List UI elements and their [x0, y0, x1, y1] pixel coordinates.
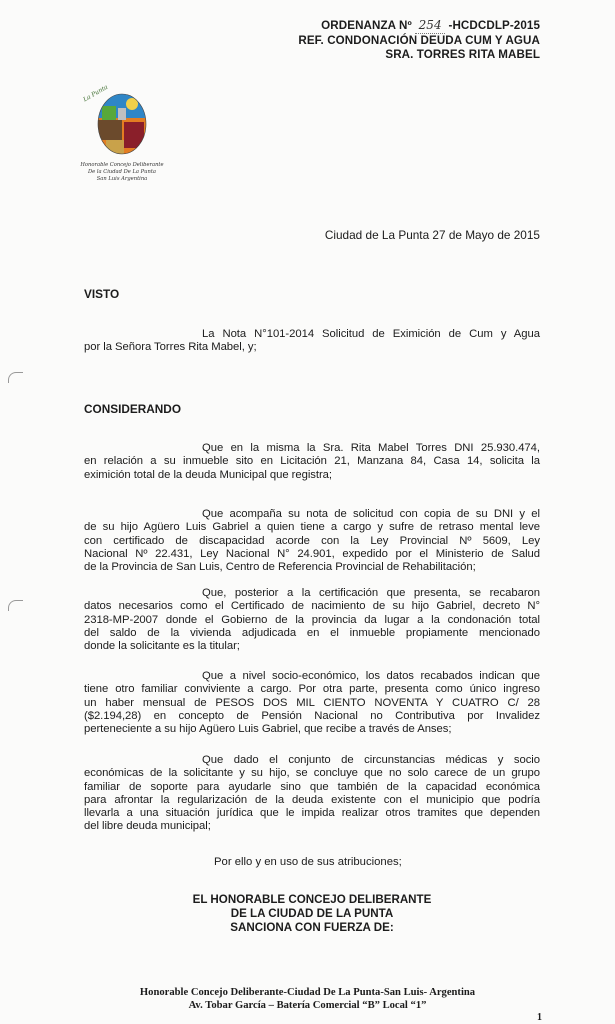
paragraph-line: por la Señora Torres Rita Mabel, y;: [84, 341, 257, 354]
paragraph-line: con certificado de discapacidad acorde con la Ley Provincial Nº 5609, Ley: [84, 534, 540, 547]
paragraph-line: tiene otro familiar conviviente a cargo. Por otra parte, presenta como único ingreso: [84, 683, 540, 696]
paragraph-line: de la Provincia de San Luis, Centro de Referencia Provincial de Rehabilitación;: [84, 561, 476, 574]
ordinance-number: 254: [415, 18, 445, 34]
visto-heading: VISTO: [84, 287, 120, 301]
enactment-block: [84, 893, 540, 935]
ordinance-heading: [298, 18, 540, 63]
enactment-line: EL HONORABLE CONCEJO DELIBERANTE: [192, 893, 432, 906]
closing-statement: Por ello y en uso de sus atribuciones;: [214, 856, 402, 868]
logo-caption-line: De la Ciudad De La Punta: [87, 168, 157, 175]
paragraph-line: Que dado el conjunto de circunstancias médicas y socio: [202, 754, 540, 766]
footer-line: Av. Tobar García – Batería Comercial “B” Local “1”: [188, 1000, 427, 1011]
logo-caption-line: San Luis Argentina: [96, 175, 148, 182]
paragraph-line: donde la solicitante es la titular;: [84, 640, 240, 653]
paragraph-line: del libre deuda municipal;: [84, 820, 211, 833]
logo-caption-line: Honorable Concejo Deliberante: [80, 162, 164, 168]
paragraph-line: datos necesarios como el Certificado de nacimiento de su hijo Gabriel, decreto N°: [84, 600, 540, 613]
paragraph-line: un haber mensual de PESOS DOS MIL CIENTO NOVENTA Y CUATRO C/ 28: [84, 696, 540, 709]
paragraph-line: perteneciente a su hijo Agüero Luis Gabriel, que recibe a través de Anses;: [84, 723, 452, 736]
paragraph-line: Nacional Nº 22.431, Ley Nacional N° 24.901, expedido por el Ministerio de Salud: [84, 547, 540, 560]
paragraph-line: de su hijo Agüero Luis Gabriel a quien tiene a cargo y sufre de retraso mental leve: [84, 521, 540, 534]
paragraph-line: familiar de soporte para ayudarle sino que también de la capacidad económica: [84, 780, 540, 793]
paragraph-line: en relación a su inmueble sito en Licitación 21, Manzana 84, Casa 14, solicita la: [84, 455, 540, 468]
footer-line: Honorable Concejo Deliberante-Ciudad De La Punta-San Luis- Argentina: [139, 987, 476, 998]
enactment-line: SANCIONA CON FUERZA DE:: [230, 921, 394, 934]
paragraph-line: Que, posterior a la certificación que presenta, se recabaron: [202, 587, 540, 599]
paragraph-line: ($2.194,28) en concepto de Pensión Nacional no Contributiva por Invalidez: [84, 709, 540, 722]
council-logo: [82, 83, 158, 167]
paragraph-line: económicas de la solicitante y su hijo, se concluye que no solo carece de un grupo: [84, 767, 540, 780]
ordinance-person: SRA. TORRES RITA MABEL: [385, 48, 540, 61]
paragraph-line: La Nota N°101-2014 Solicitud de Eximición de Cum y Agua: [202, 328, 540, 340]
document-date: Ciudad de La Punta 27 de Mayo de 2015: [324, 228, 540, 242]
ordinance-suffix: -HCDCDLP-2015: [448, 19, 540, 32]
paragraph-line: Que en la misma la Sra. Rita Mabel Torres DNI 25.930.474,: [202, 442, 540, 454]
considerando-paragraph-3: [84, 587, 540, 653]
paragraph-line: para afrontar la regularización de la deuda existente con el municipio que podría: [84, 793, 540, 806]
considerando-paragraph-5: [84, 754, 540, 834]
paragraph-line: eximición total de la deuda Municipal que registra;: [84, 468, 333, 481]
paragraph-line: 2318-MP-2007 donde el Gobierno de la provincia da lugar a la condonación total: [84, 613, 540, 626]
paragraph-line: Que acompaña su nota de solicitud con copia de su DNI y el: [202, 508, 540, 520]
considerando-heading: CONSIDERANDO: [84, 402, 182, 416]
enactment-line: DE LA CIUDAD DE LA PUNTA: [230, 907, 394, 920]
paragraph-line: del saldo de la vivienda adjudicada en el inmueble propiamente mencionado: [84, 626, 540, 639]
paragraph-line: Que a nivel socio-económico, los datos recabados indican que: [202, 670, 540, 682]
logo-caption: [78, 162, 166, 182]
page-footer: [0, 986, 615, 1012]
scan-punch-mark: [8, 600, 23, 611]
visto-paragraph: [84, 328, 540, 355]
logo-arc-text: La Punta: [82, 83, 110, 104]
ordinance-reference: REF. CONDONACIÓN DEUDA CUM Y AGUA: [298, 33, 540, 47]
considerando-paragraph-4: [84, 670, 540, 736]
paragraph-line: llevarla a una situación jurídica que le impida realizar otros tramites que dependen: [84, 807, 540, 820]
considerando-paragraph-2: [84, 508, 540, 574]
ordinance-title: [298, 18, 540, 34]
page-number: 1: [537, 1012, 542, 1023]
considerando-paragraph-1: [84, 442, 540, 482]
ordinance-prefix: ORDENANZA Nº: [321, 19, 412, 32]
scan-punch-mark: [8, 372, 23, 383]
